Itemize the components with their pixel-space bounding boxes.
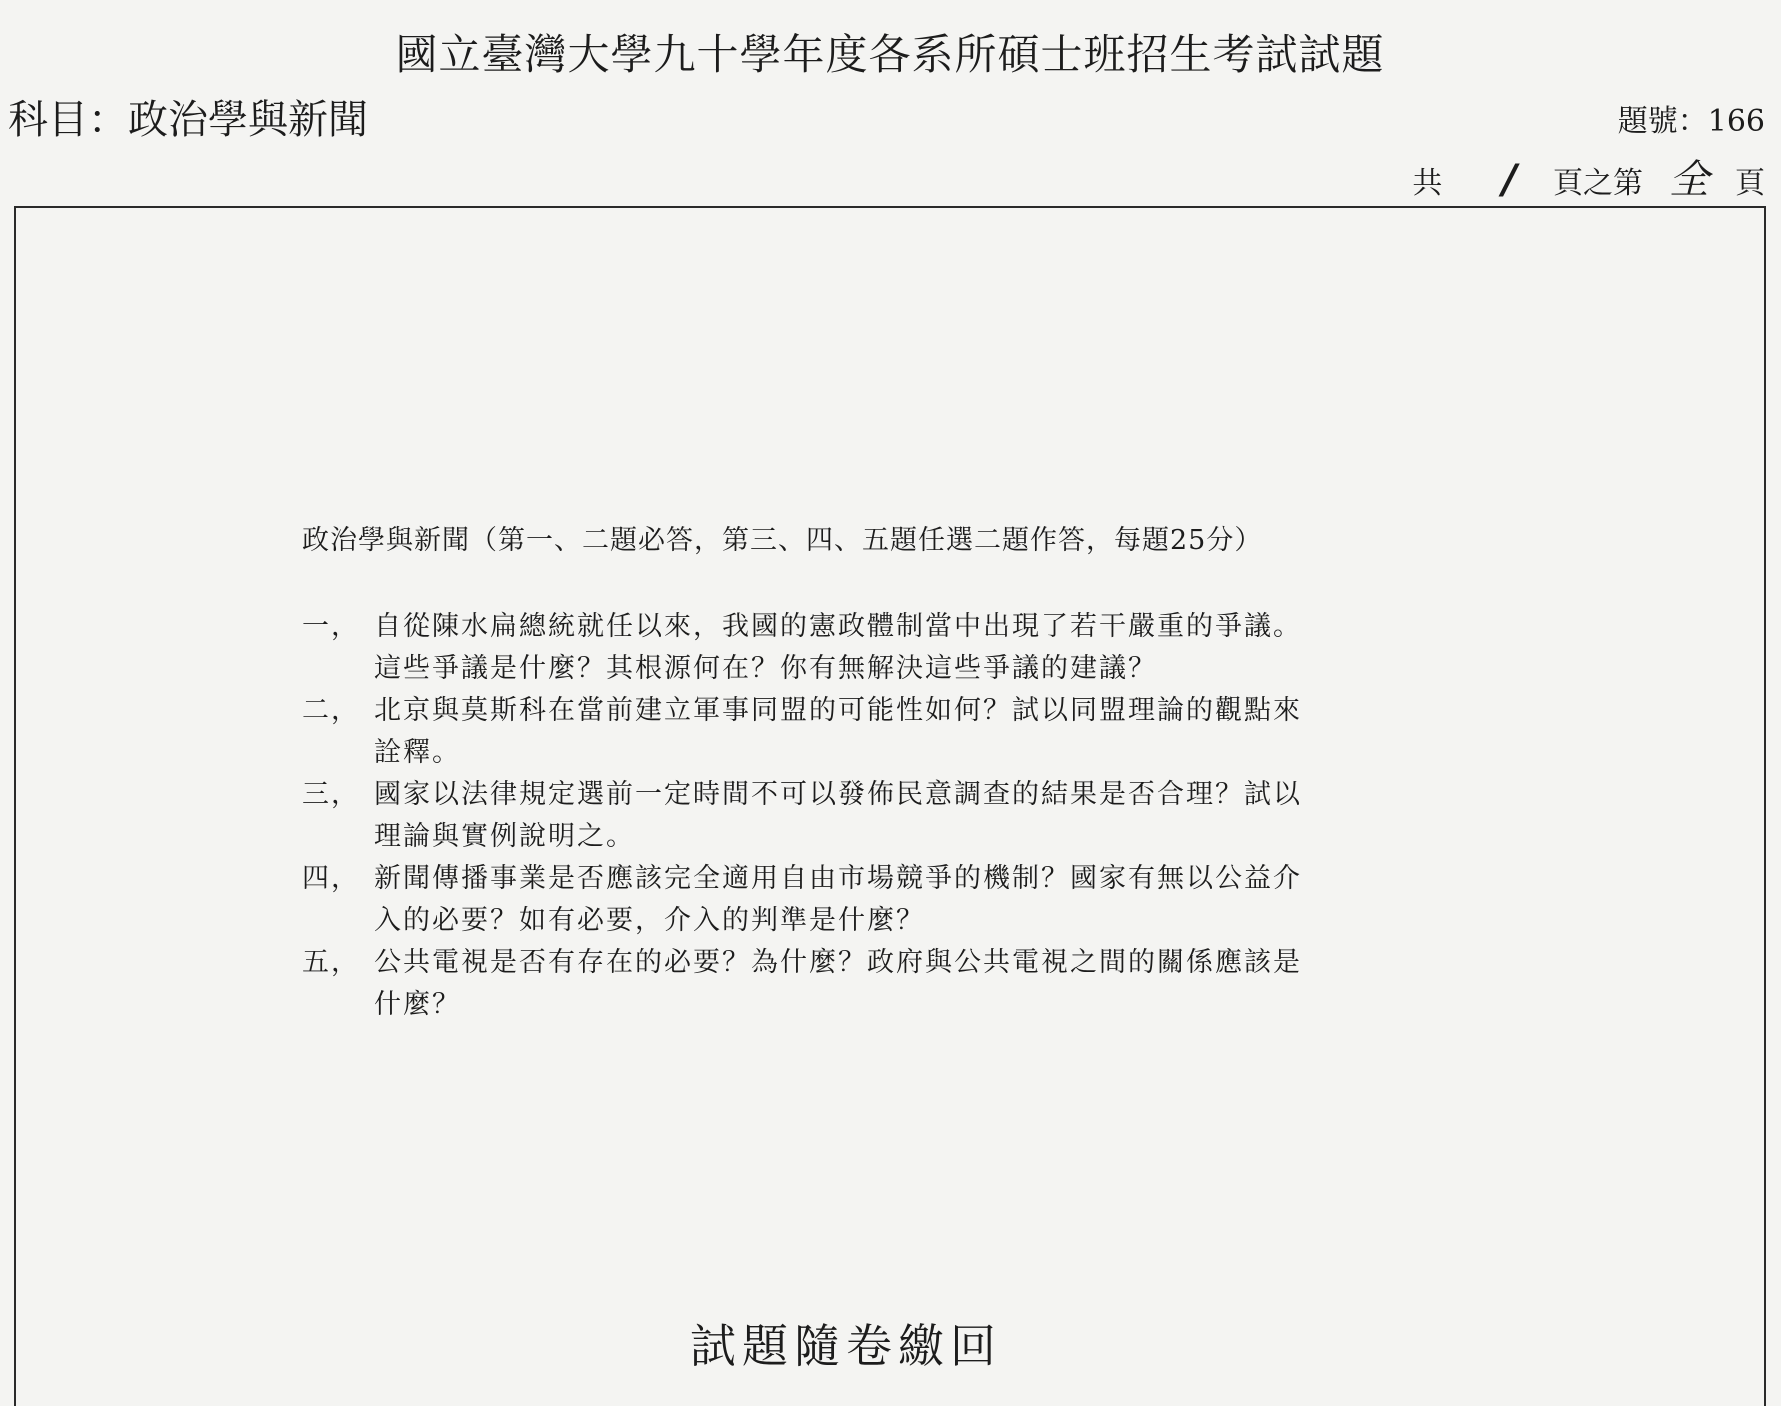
question-line: 什麼？ (374, 989, 461, 1020)
page-info-total-handwritten: / (1502, 157, 1517, 203)
question-line: 這些爭議是什麼？其根源何在？你有無解決這些爭議的建議？ (374, 653, 1157, 684)
question-line: 北京與莫斯科在當前建立軍事同盟的可能性如何？試以同盟理論的觀點來 (374, 695, 1302, 726)
page-info-middle: 頁之第 (1553, 166, 1643, 201)
question-numeral: 四， (302, 863, 360, 894)
exam-instructions: 政治學與新聞（第一、二題必答，第三、四、五題任選二題作答，每題25分） (302, 525, 1263, 556)
question-line: 理論與實例說明之。 (374, 821, 635, 852)
question-text (374, 774, 1302, 858)
subject-label: 科目：政治學與新聞 (8, 97, 368, 143)
question-item (302, 606, 1502, 690)
question-item (302, 942, 1502, 1026)
question-number: 題號：166 (1617, 104, 1765, 139)
question-text (374, 690, 1302, 774)
question-line: 詮釋。 (374, 737, 461, 768)
question-text (374, 942, 1302, 1026)
question-line: 公共電視是否有存在的必要？為什麼？政府與公共電視之間的關係應該是 (374, 947, 1302, 978)
question-item (302, 690, 1502, 774)
question-item (302, 774, 1502, 858)
page-info-prefix: 共 (1412, 166, 1443, 201)
return-exam-notice: 試題隨卷繳回 (690, 1319, 1002, 1373)
question-text (374, 606, 1302, 690)
question-numeral: 三， (302, 779, 360, 810)
question-line: 新聞傳播事業是否應該完全適用自由市場競爭的機制？國家有無以公益介 (374, 863, 1302, 894)
question-text (374, 858, 1302, 942)
question-line: 入的必要？如有必要，介入的判準是什麼？ (374, 905, 925, 936)
question-numeral: 五， (302, 947, 360, 978)
exam-title: 國立臺灣大學九十學年度各系所碩士班招生考試試題 (395, 30, 1385, 79)
question-numeral: 二， (302, 695, 360, 726)
page-info-suffix: 頁 (1735, 166, 1765, 201)
question-numeral: 一， (302, 611, 360, 642)
page-info-current-handwritten: 全 (1669, 157, 1709, 203)
question-list (302, 606, 1502, 1026)
page-info (1412, 148, 1765, 205)
question-line: 自從陳水扁總統就任以來，我國的憲政體制當中出現了若干嚴重的爭議。 (374, 611, 1302, 642)
question-item (302, 858, 1502, 942)
question-line: 國家以法律規定選前一定時間不可以發佈民意調查的結果是否合理？試以 (374, 779, 1302, 810)
